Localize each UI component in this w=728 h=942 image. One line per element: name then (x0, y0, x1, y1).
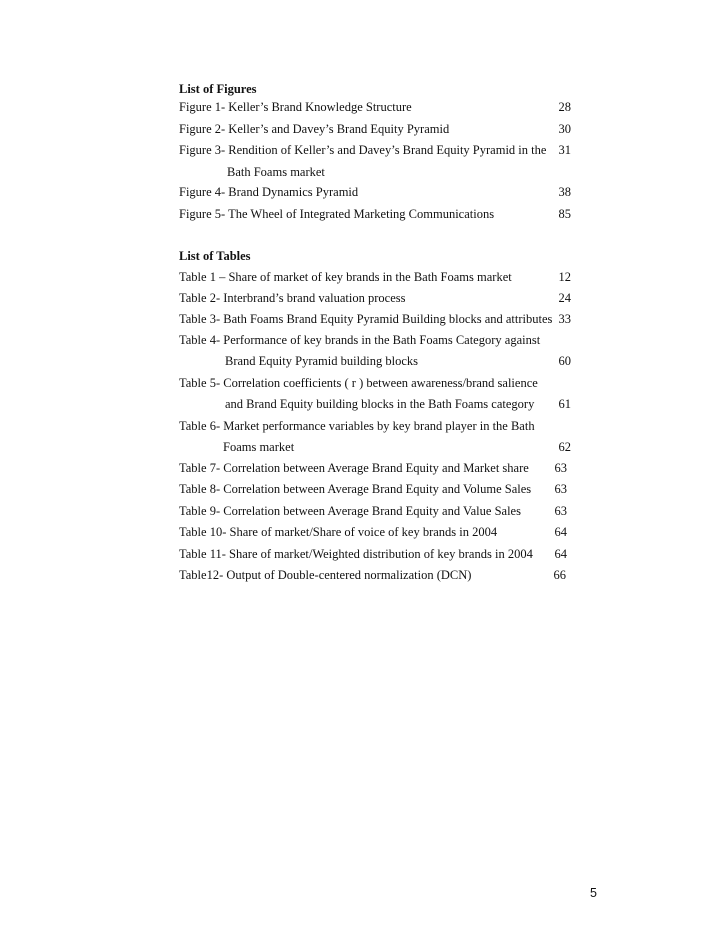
entry-page: 64 (554, 547, 567, 561)
table-entry (179, 311, 571, 327)
entry-page: 31 (558, 143, 571, 157)
table-entry (179, 546, 571, 562)
figure-entry (179, 206, 571, 222)
entry-page: 33 (558, 312, 571, 326)
table-entry (179, 332, 571, 348)
entry-label: Table 7- Correlation between Average Brand Equity and Market share (179, 461, 529, 475)
table-entry (179, 290, 571, 306)
entry-page: 38 (558, 185, 571, 199)
table-entry (179, 481, 571, 497)
entry-page: 66 (553, 568, 566, 582)
list-of-tables-heading: List of Tables (179, 249, 251, 263)
entry-page: 85 (558, 207, 571, 221)
table-entry-continuation (179, 439, 571, 455)
figure-entry (179, 121, 571, 137)
entry-label: Figure 3- Rendition of Keller’s and Davey’s Brand Equity Pyramid in the (179, 143, 547, 157)
entry-label: Table 10- Share of market/Share of voice of key brands in 2004 (179, 525, 498, 539)
entry-label: Table 11- Share of market/Weighted distribution of key brands in 2004 (179, 547, 533, 561)
table-entry (179, 460, 571, 476)
entry-continuation: and Brand Equity building blocks in the Bath Foams category (225, 397, 535, 411)
entry-label: Table 4- Performance of key brands in the Bath Foams Category against (179, 333, 541, 347)
table-entry-continuation (179, 353, 571, 369)
figure-entry (179, 184, 571, 200)
page-number: 5 (590, 886, 597, 900)
entry-label: Table 5- Correlation coefficients ( r ) between awareness/brand salience (179, 376, 538, 390)
entry-page: 63 (554, 504, 567, 518)
entry-label: Figure 2- Keller’s and Davey’s Brand Equity Pyramid (179, 122, 450, 136)
entry-continuation: Foams market (223, 440, 295, 454)
entry-label: Figure 1- Keller’s Brand Knowledge Structure (179, 100, 412, 114)
table-entry (179, 524, 571, 540)
entry-continuation: Brand Equity Pyramid building blocks (225, 354, 419, 368)
entry-label: Table 2- Interbrand’s brand valuation process (179, 291, 406, 305)
entry-page: 12 (558, 270, 571, 284)
entry-page: 63 (554, 482, 567, 496)
table-entry (179, 567, 571, 583)
entry-page: 64 (554, 525, 567, 539)
entry-label: Table12- Output of Double-centered normalization (DCN) (179, 568, 472, 582)
entry-page: 24 (558, 291, 571, 305)
entry-page: 62 (558, 440, 571, 454)
entry-label: Table 1 – Share of market of key brands in the Bath Foams market (179, 270, 512, 284)
entry-page: 30 (558, 122, 571, 136)
entry-page: 60 (558, 354, 571, 368)
table-entry (179, 418, 571, 434)
table-entry-continuation (179, 396, 571, 412)
table-entry (179, 269, 571, 285)
entry-label: Figure 4- Brand Dynamics Pyramid (179, 185, 359, 199)
entry-page: 28 (558, 100, 571, 114)
entry-label: Table 3- Bath Foams Brand Equity Pyramid Building blocks and attributes (179, 312, 553, 326)
table-entry (179, 503, 571, 519)
figure-entry (179, 142, 571, 158)
entry-label: Table 9- Correlation between Average Brand Equity and Value Sales (179, 504, 521, 518)
entry-label: Table 6- Market performance variables by key brand player in the Bath (179, 419, 535, 433)
entry-continuation: Bath Foams market (227, 165, 325, 179)
entry-page: 63 (554, 461, 567, 475)
entry-label: Table 8- Correlation between Average Brand Equity and Volume Sales (179, 482, 532, 496)
entry-label: Figure 5- The Wheel of Integrated Marketing Communications (179, 207, 495, 221)
table-entry (179, 375, 571, 391)
list-of-figures-heading: List of Figures (179, 82, 257, 96)
figure-entry (179, 99, 571, 115)
entry-page: 61 (558, 397, 571, 411)
